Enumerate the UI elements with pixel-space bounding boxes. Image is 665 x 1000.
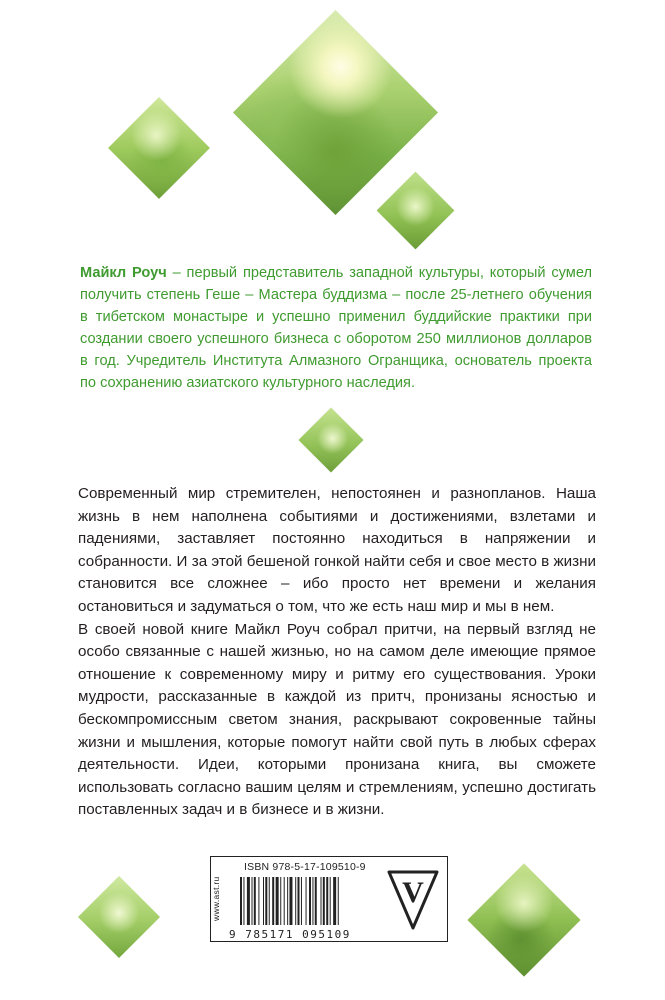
barcode-icon	[240, 877, 380, 927]
isbn-label: ISBN 978-5-17-109510-9	[244, 861, 366, 873]
author-name: Майкл Роуч	[80, 265, 167, 281]
author-bio-text: – первый представитель западной культуры, который сумел получить степень Геше – Мастера буддизма – после 25-летнего обучения в тибетском монастыре и успешно применил буддийские практики при создании своего успешного бизнеса с оборотом 250 миллионов долларов в год. Учредитель Института Алмазного Огранщика, основатель проекта по сохранению азиатского культурного наследия.	[80, 265, 592, 391]
decorative-nature-diamond-right	[377, 172, 455, 250]
decorative-nature-diamond-left	[108, 97, 210, 199]
publisher-logo-icon	[386, 866, 440, 932]
description-paragraph: В своей новой книге Майкл Роуч собрал притчи, на первый взгляд не особо связанные с нашей жизнью, но на самом деле имеющие прямое отношение к современному миру и ритму его существования. Уроки мудрости, рассказанные в каждой из притч, пронизаны ясностью и бескомпромиссным светом знания, раскрывают сокровенные тайны жизни и мышления, которые помогут найти свой путь в любых сферах деятельности. Идеи, которыми пронизана книга, вы сможете использовать согласно вашим целям и стремлениям, успешно достигать поставленных задач и в бизнесе и в жизни.	[78, 620, 596, 819]
author-bio	[80, 262, 592, 394]
decorative-nature-diamond-bottom-left	[78, 876, 160, 958]
barcode-number: 9 785171 095109	[229, 928, 351, 941]
book-description	[78, 483, 596, 822]
publisher-url: www.ast.ru	[211, 876, 221, 922]
publisher-logo-letter: V	[402, 876, 424, 909]
decorative-nature-diamond-bottom-right	[467, 863, 580, 976]
description-paragraph: Современный мир стремителен, непостоянен и разнопланов. Наша жизнь в нем наполнена событиями и достижениями, взлетами и падениями, заставляет постоянно находиться в напряжении и собранности. И за этой бешеной гонкой найти себя и свое место в жизни становится все сложнее – ибо просто нет времени и желания остановиться и задуматься о том, что же есть наш мир и мы в нем.	[78, 485, 596, 615]
decorative-nature-diamond-center	[298, 407, 363, 472]
